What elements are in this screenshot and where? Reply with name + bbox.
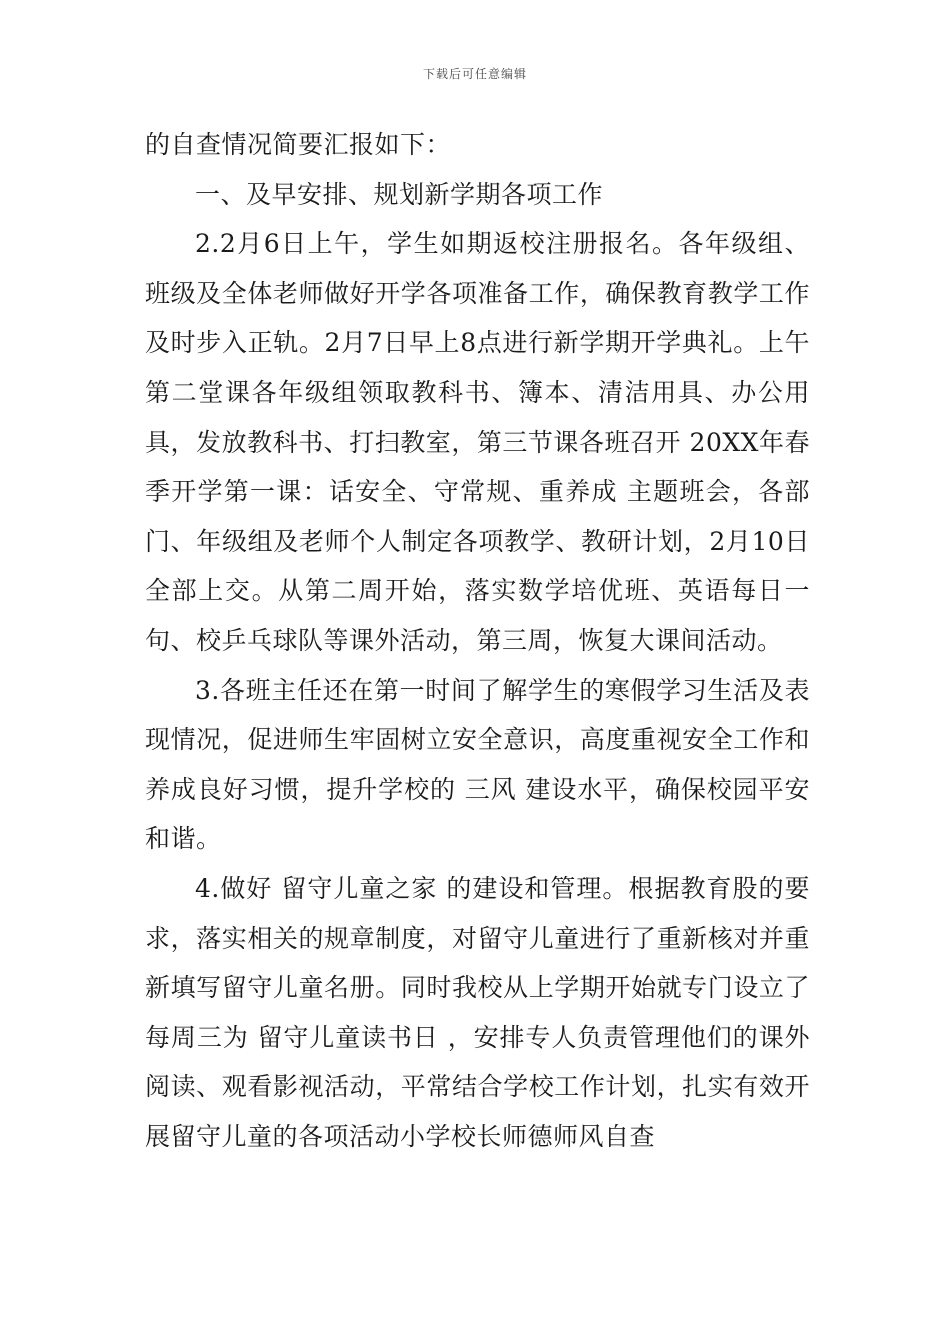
paragraph-intro: 的自查情况简要汇报如下：: [145, 130, 452, 159]
section-heading-1: 一、及早安排、规划新学期各项工作: [195, 179, 604, 209]
page-header: 下载后可任意编辑: [422, 67, 527, 81]
document-body: [145, 120, 810, 1161]
paragraph-item-2: 2.2月6日上午，学生如期返校注册报名。各年级组、班级及全体老师做好开学各项准备工作，确保教育教学工作及时步入正轨。2月7日早上8点进行新学期开学典礼。上午第二堂课各年级组领取教科书、簿本、清洁用具、办公用具，发放教科书、打扫教室，第三节课各班召开 20XX年春季开学第一课：话安全、守常规、重养成 主题班会，各部门、年级组及老师个人制定各项教学、教研计划，2月10日全部上交。从第二周开始，落实数学培优班、英语每日一句、校乒乓球队等课外活动，第三周，恢复大课间活动。: [145, 229, 810, 655]
paragraph-item-3: 3.各班主任还在第一时间了解学生的寒假学习生活及表现情况，促进师生牢固树立安全意识，高度重视安全工作和养成良好习惯，提升学校的 三风 建设水平，确保校园平安和谐。: [145, 675, 810, 854]
paragraph-item-4: 4.做好 留守儿童之家 的建设和管理。根据教育股的要求，落实相关的规章制度，对留守儿童进行了重新核对并重新填写留守儿童名册。同时我校从上学期开始就专门设立了每周三为 留守儿童读书日 ，安排专人负责管理他们的课外阅读、观看影视活动，平常结合学校工作计划，扎实有效开展留守儿童的各项活动小学校长师德师风自查: [145, 873, 810, 1151]
